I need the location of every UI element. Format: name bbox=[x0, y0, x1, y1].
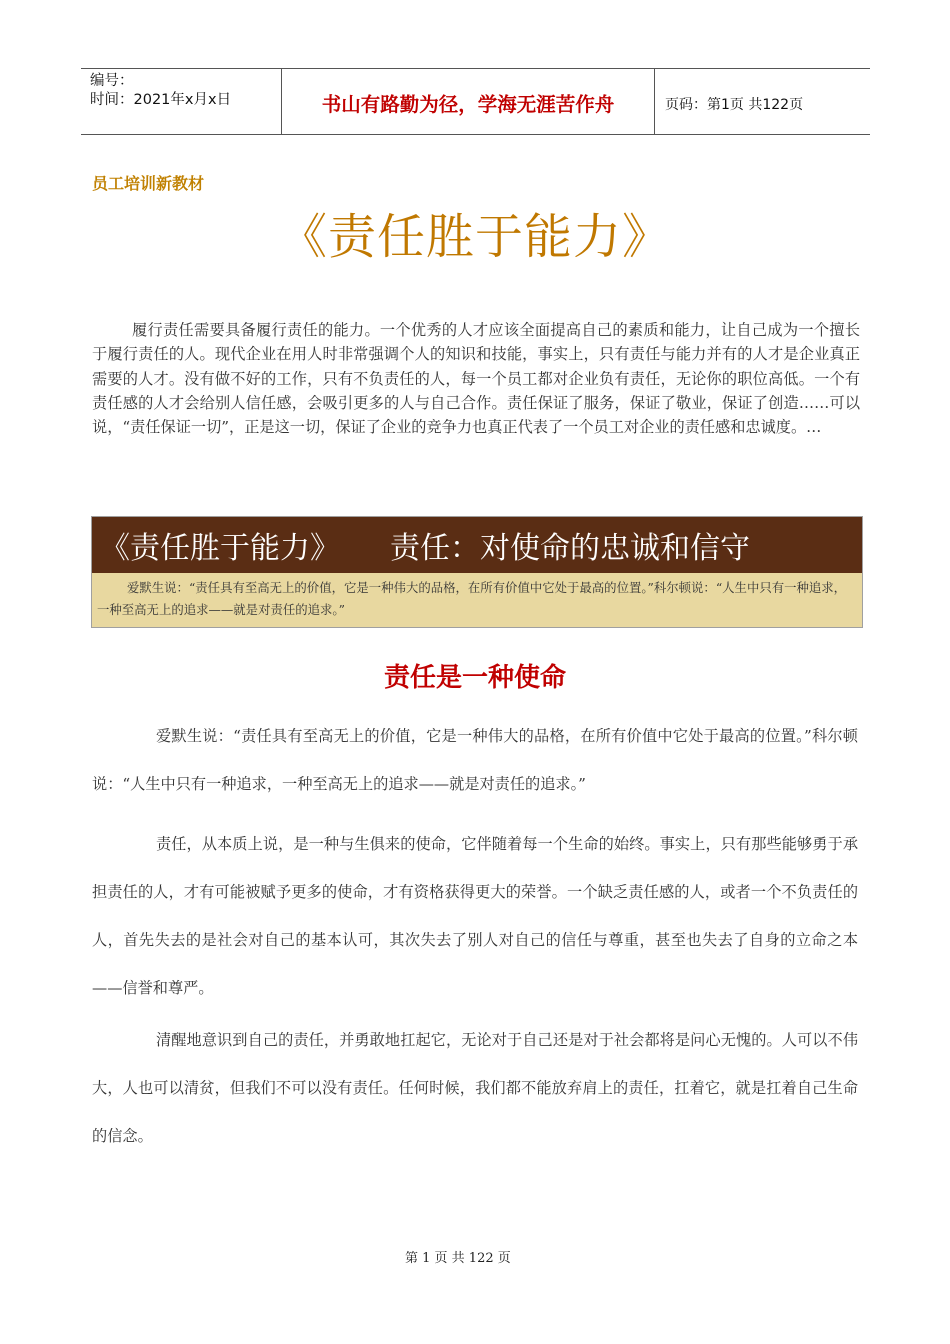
banner-title-left: 《责任胜于能力》 bbox=[100, 531, 340, 566]
chapter-banner bbox=[91, 516, 863, 628]
time-label: 时间：2021年x月x日 bbox=[90, 92, 232, 108]
body-paragraph-1: 爱默生说：“责任具有至高无上的价值，它是一种伟大的品格，在所有价值中它处于最高的位置。”科尔顿说：“人生中只有一种追求，一种至高无上的追求——就是对责任的追求。” bbox=[92, 727, 858, 793]
banner-title-right: 责任：对使命的忠诚和信守 bbox=[390, 531, 750, 566]
number-label: 编号： bbox=[90, 73, 134, 89]
body-paragraph-2: 责任，从本质上说，是一种与生俱来的使命，它伴随着每一个生命的始终。事实上，只有那些能够勇于承担责任的人，才有可能被赋予更多的使命，才有资格获得更大的荣誉。一个缺乏责任感的人，或者一个不负责任的人，首先失去的是社会对自己的基本认可，其次失去了别人对自己的信任与尊重，甚至也失去了自身的立命之本——信誉和尊严。 bbox=[92, 835, 858, 997]
page-footer: 第 1 页 共 122 页 bbox=[405, 1251, 511, 1266]
document-title: 《责任胜于能力》 bbox=[278, 209, 671, 265]
section-heading: 责任是一种使命 bbox=[383, 663, 566, 693]
banner-quote: 爱默生说：“责任具有至高无上的价值，它是一种伟大的品格，在所有价值中它处于最高的位置。”科尔顿说：“人生中只有一种追求，一种至高无上的追求——就是对责任的追求。” bbox=[92, 573, 862, 627]
intro-paragraph: 履行责任需要具备履行责任的能力。一个优秀的人才应该全面提高自己的素质和能力，让自己成为一个擅长于履行责任的人。现代企业在用人时非常强调个人的知识和技能，事实上，只有责任与能力并有的人才是企业真正需要的人才。没有做不好的工作，只有不负责任的人，每一个员工都对企业负有责任，无论你的职位高低。一个有责任感的人才会给别人信任感，会吸引更多的人与自己合作。责任保证了服务，保证了敬业，保证了创造……可以说，“责任保证一切”，正是这一切，保证了企业的竞争力也真正代表了一个员工对企业的责任感和忠诚度。… bbox=[92, 321, 860, 437]
document-subtitle: 员工培训新教材 bbox=[92, 174, 205, 193]
banner-title bbox=[92, 517, 862, 573]
header-table bbox=[81, 68, 870, 135]
body-paragraph-3: 清醒地意识到自己的责任，并勇敢地扛起它，无论对于自己还是对于社会都将是问心无愧的。人可以不伟大，人也可以清贫，但我们不可以没有责任。任何时候，我们都不能放弃肩上的责任，扛着它，就是扛着自己生命的信念。 bbox=[92, 1031, 858, 1145]
header-motto: 书山有路勤为径，学海无涯苦作舟 bbox=[281, 69, 655, 134]
header-meta bbox=[81, 69, 281, 134]
header-page-info: 页码：第1页 共122页 bbox=[665, 96, 804, 113]
